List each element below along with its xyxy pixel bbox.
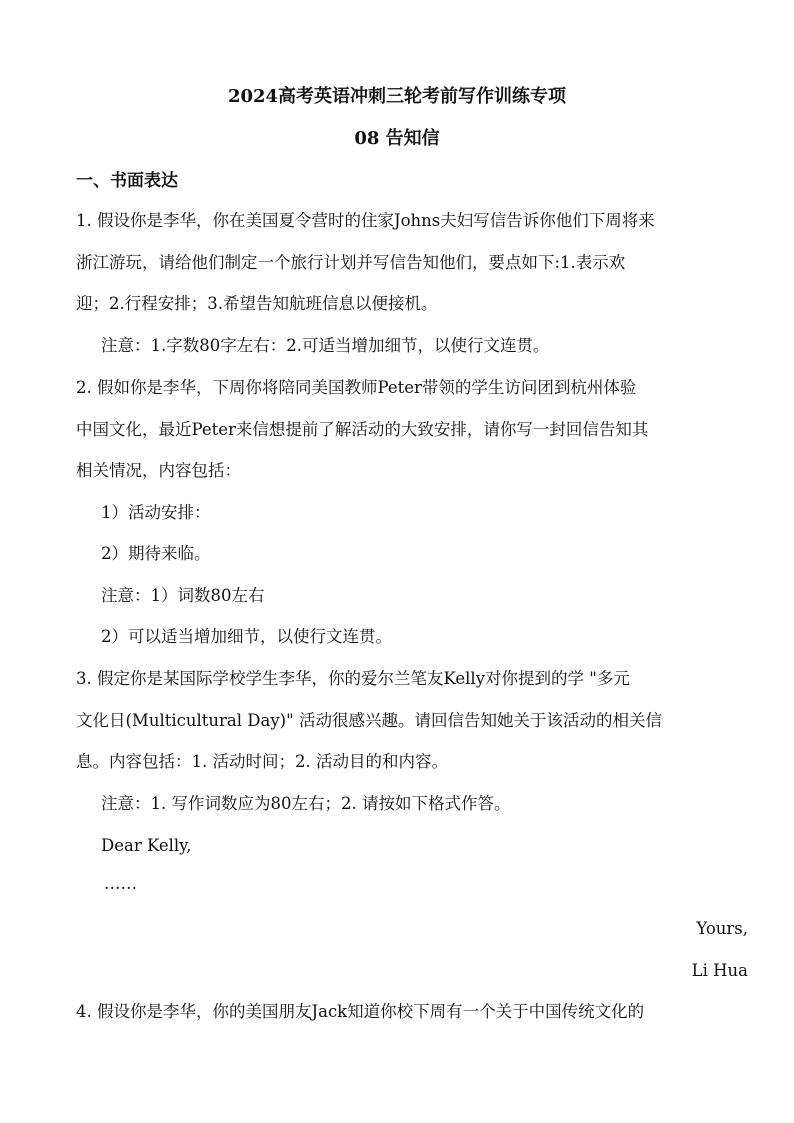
document-subtitle: 08 告知信 xyxy=(354,128,440,149)
question-text-line: 相关情况，内容包括： xyxy=(76,461,241,480)
letter-salutation: Dear Kelly, xyxy=(101,836,192,855)
question-text-line: 迎；2.行程安排；3.希望告知航班信息以便接机。 xyxy=(76,294,438,313)
question-note-line: 注意：1）词数80左右 xyxy=(101,586,265,605)
question-text-line: 息。内容包括：1. 活动时间；2. 活动目的和内容。 xyxy=(76,752,448,771)
question-point-line: 2）期待来临。 xyxy=(101,544,211,563)
question-note-line: 注意：1. 写作词数应为80左右；2. 请按如下格式作答。 xyxy=(101,794,511,813)
question-text-line: 1. 假设你是李华，你在美国夏令营时的住家Johns夫妇写信告诉你他们下周将来 xyxy=(76,211,655,230)
question-text-line: 2. 假如你是李华，下周你将陪同美国教师Peter带领的学生访问团到杭州体验 xyxy=(76,378,637,397)
question-point-line: 1）活动安排： xyxy=(101,503,211,522)
question-text-line: 中国文化，最近Peter来信想提前了解活动的大致安排，请你写一封回信告知其 xyxy=(76,420,649,439)
letter-ellipsis: …… xyxy=(104,874,137,893)
question-text-line: 浙江游玩，请给他们制定一个旅行计划并写信告知他们，要点如下:1.表示欢 xyxy=(76,253,626,272)
letter-signature: Li Hua xyxy=(691,961,748,980)
section-heading: 一、书面表达 xyxy=(76,171,178,191)
question-text-line: 3. 假定你是某国际学校学生李华，你的爱尔兰笔友Kelly对你提到的学 "多元 xyxy=(76,669,630,688)
letter-closing: Yours, xyxy=(696,919,748,938)
document-title: 2024高考英语冲刺三轮考前写作训练专项 xyxy=(227,86,567,107)
question-note-line: 注意：1.字数80字左右：2.可适当增加细节，以使行文连贯。 xyxy=(101,336,550,355)
question-text-line: 4. 假设你是李华，你的美国朋友Jack知道你校下周有一个关于中国传统文化的 xyxy=(76,1002,645,1021)
question-text-line: 文化日(Multicultural Day)" 活动很感兴趣。请回信告知她关于该活动的相关信 xyxy=(76,711,662,730)
question-note-line: 2）可以适当增加细节，以使行文连贯。 xyxy=(101,627,392,646)
